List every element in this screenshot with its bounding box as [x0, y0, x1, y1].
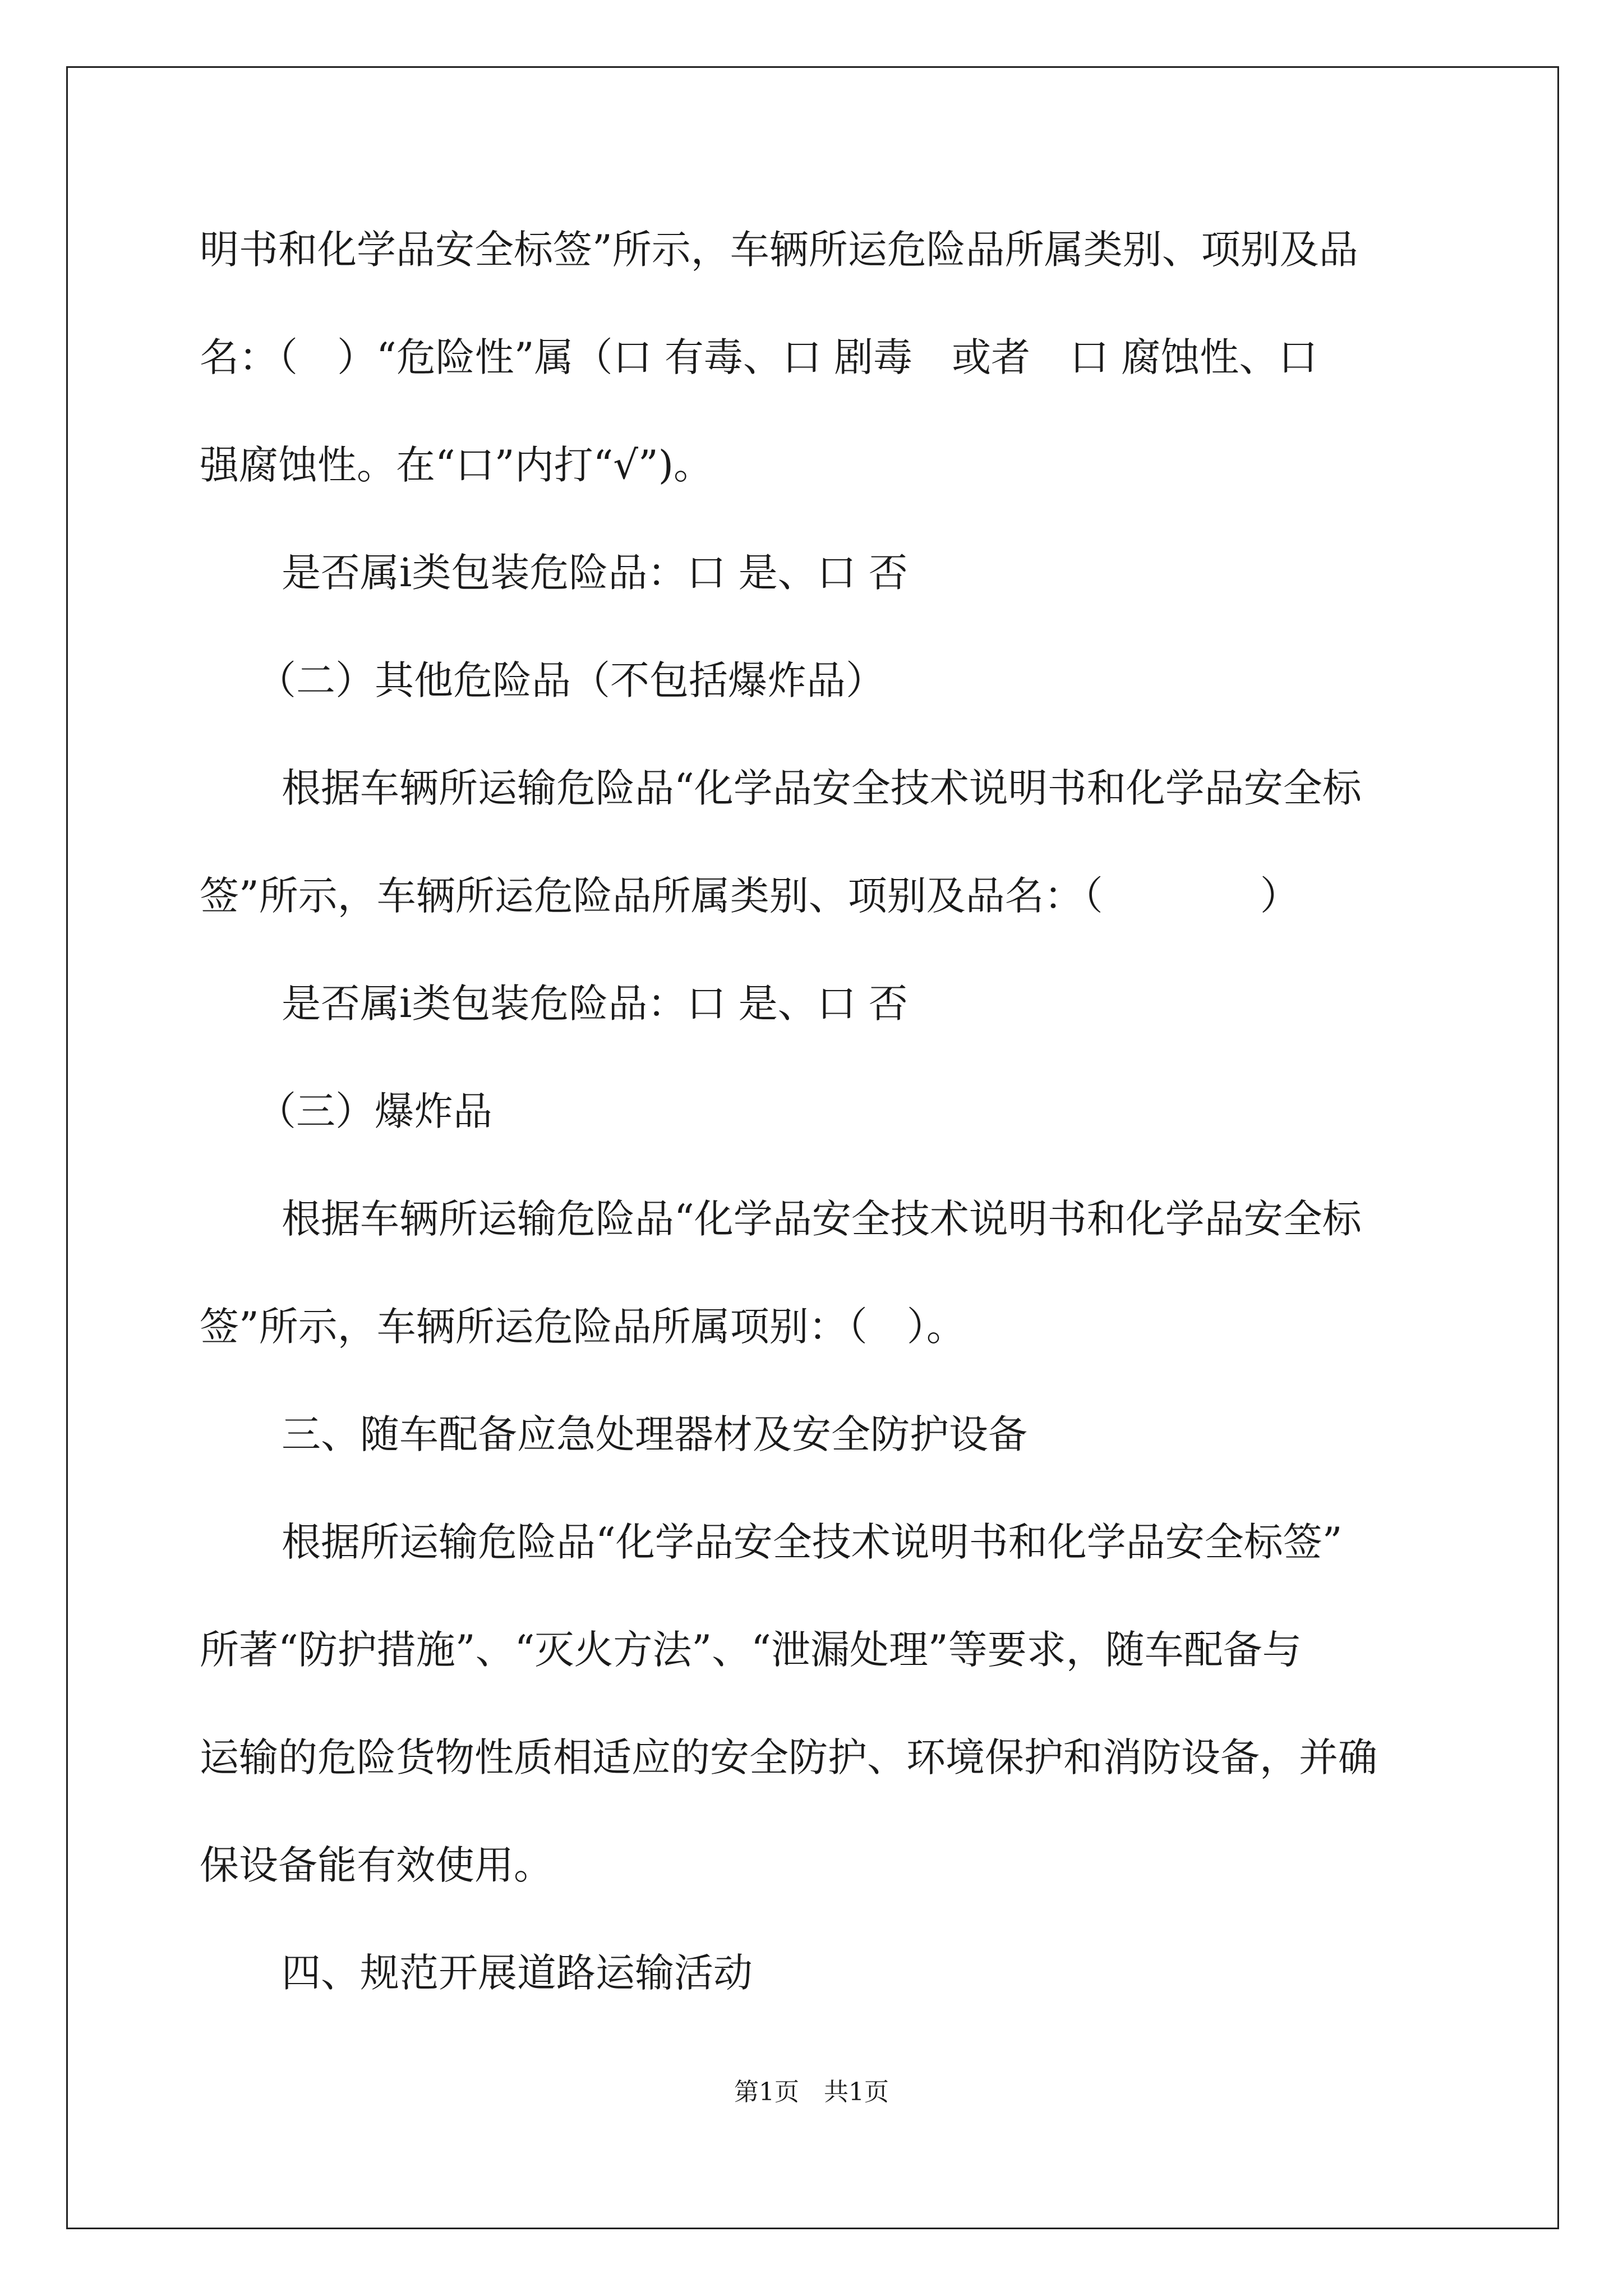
text-line: 是否属ⅰ类包装危险品：口 是、口 否: [282, 550, 908, 596]
text-line: 所著“防护措施”、“灭火方法”、“泄漏处理”等要求，随车配备与: [200, 1627, 1302, 1673]
text-line: 明书和化学品安全标签”所示，车辆所运危险品所属类别、项别及品: [200, 227, 1358, 273]
page-border: [66, 66, 1559, 2229]
text-line: 根据所运输危险品“化学品安全技术说明书和化学品安全标签”: [282, 1519, 1343, 1565]
text-line: 签”所示，车辆所运危险品所属类别、项别及品名：（ ）: [200, 873, 1299, 919]
text-line: 运输的危险货物性质相适应的安全防护、环境保护和消防设备，并确: [200, 1734, 1377, 1780]
text-line: 根据车辆所运输危险品“化学品安全技术说明书和化学品安全标: [282, 1196, 1362, 1242]
text-line: 强腐蚀性。在“口”内打“√”)。: [200, 442, 713, 488]
section-heading: 四、规范开展道路运输活动: [282, 1950, 753, 1996]
section-heading: （二）其他危险品（不包括爆炸品）: [257, 657, 885, 703]
section-heading: （三）爆炸品: [257, 1088, 492, 1134]
text-line: 是否属ⅰ类包装危险品：口 是、口 否: [282, 981, 908, 1027]
text-line: 保设备能有效使用。: [200, 1842, 553, 1888]
text-line: 签”所示，车辆所运危险品所属项别：（ ）。: [200, 1304, 966, 1350]
text-line: 名：（ ）“危险性”属（口 有毒、口 剧毒 或者 口 腐蚀性、口: [200, 334, 1318, 380]
page-footer: 第1页 共1页: [734, 2078, 889, 2106]
text-line: 根据车辆所运输危险品“化学品安全技术说明书和化学品安全标: [282, 765, 1362, 811]
section-heading: 三、随车配备应急处理器材及安全防护设备: [282, 1411, 1027, 1457]
